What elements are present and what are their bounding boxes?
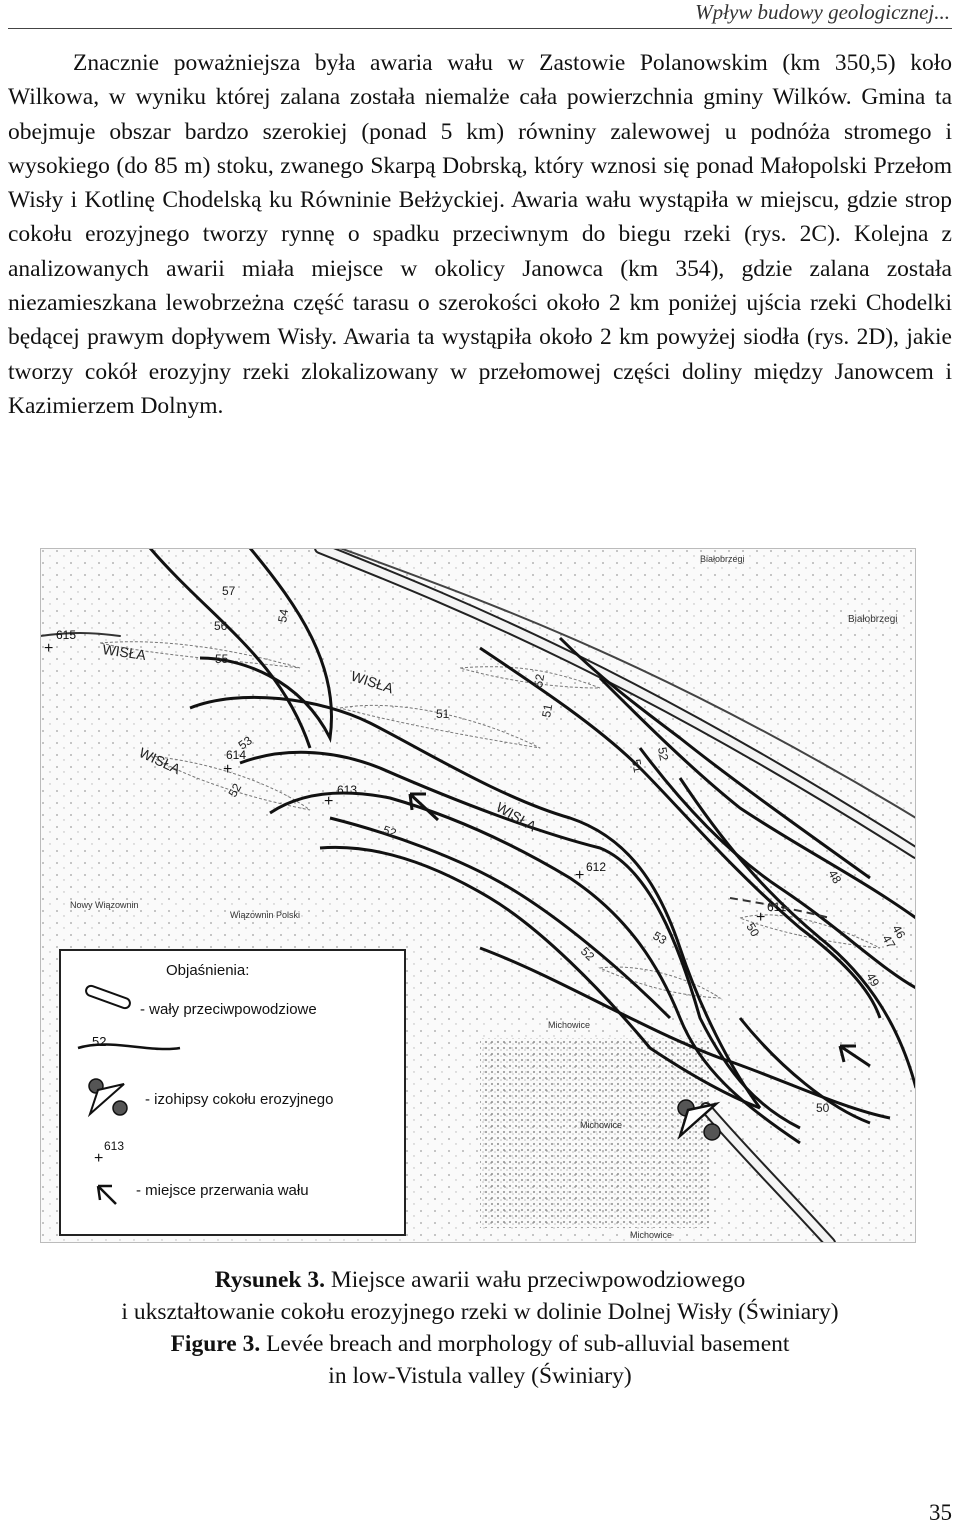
elevation-point: 613 bbox=[337, 783, 358, 797]
contour-label: 46 bbox=[889, 922, 909, 942]
contour-label: 52 bbox=[225, 780, 245, 800]
figure-caption bbox=[0, 1264, 960, 1392]
cross-icon: + bbox=[94, 1150, 104, 1167]
paragraph: Znacznie poważniejsza była awaria wału w Zastowie Polanowskim (km 350,5) koło Wilkowa, w wyniku której zalana została niemalże cała powierzchnia gminy Wilków. Gmina ta obejmuje obszar bardzo szerokiej (ponad 5 km) równiny zalewowej u podnóża stromego i wysokiego (do 85 m) stoku, zwanego Skarpą Dobrską, który wznosi się ponad Małopolski Przełom Wisły i Kotlinę Chodelską ku Równinie Bełżyckiej. Awaria wału wystąpiła w miejscu, gdzie strop cokołu erozyjnego tworzy rynnę o spadku przeciwnym do biegu rzeki (rys. 2C). Kolejna z analizowanych awarii miała miejsce w okolicy Janowca (km 354), gdzie zalana została niezamieszkana lewobrzeżna część tarasu o szerokości około 2 km poniżej ujścia rzeki Chodelki będącej prawym dopływem Wisły. Awaria ta wystąpiła około 2 km powyżej siodła (rys. 2D), jakie tworzy cokół erozyjny rzeki zlokalizowany w przełomowej części doliny między Janowcem i Kazimierzem Dolnym. bbox=[8, 50, 952, 419]
cross-icon: + bbox=[756, 909, 766, 926]
contour-label: 56 bbox=[214, 619, 228, 633]
contour-label: 52 bbox=[577, 944, 598, 964]
breach-circle-icon bbox=[113, 1101, 127, 1115]
river-label: WISŁA bbox=[493, 798, 540, 835]
figure-map bbox=[40, 548, 916, 1243]
river-label: WISŁA bbox=[101, 641, 147, 664]
legend-sample: 52 bbox=[92, 1034, 107, 1049]
caption-pl-label: Rysunek 3. bbox=[214, 1267, 325, 1293]
elevation-point: 612 bbox=[586, 860, 607, 874]
place-name: Białobrzegi bbox=[700, 554, 745, 564]
contour-label: 57 bbox=[222, 584, 236, 598]
contour-label: 51 bbox=[436, 707, 450, 721]
contour-label: 52 bbox=[531, 672, 548, 689]
contour-label: 53 bbox=[235, 733, 255, 753]
legend-sample: 613 bbox=[104, 1139, 125, 1153]
page-number: 35 bbox=[929, 1500, 952, 1525]
cross-icon: + bbox=[44, 640, 54, 657]
legend bbox=[60, 950, 405, 1235]
place-name: Nowy Wiązownin bbox=[70, 900, 139, 910]
contour-label: 47 bbox=[879, 932, 899, 952]
river-label: WISŁA bbox=[136, 744, 183, 778]
legend-title: Objaśnienia: bbox=[166, 962, 250, 979]
place-name: Wiązownin Polski bbox=[230, 910, 301, 920]
contour-label: 51 bbox=[629, 758, 646, 774]
place-name: Michowice bbox=[580, 1120, 623, 1130]
header-rule bbox=[8, 28, 952, 29]
place-name: Michowice bbox=[548, 1020, 591, 1030]
place-name: Michowice bbox=[630, 1230, 673, 1240]
contour-label: 53 bbox=[650, 928, 670, 948]
elevation-point: 615 bbox=[56, 628, 77, 642]
body-text bbox=[8, 46, 952, 423]
river-label: WISŁA bbox=[349, 667, 396, 697]
cross-icon: + bbox=[575, 867, 585, 884]
contour-label: 49 bbox=[863, 970, 883, 990]
caption-en-line1 bbox=[0, 1328, 960, 1360]
running-title: Wpływ budowy geologicznej... bbox=[695, 0, 950, 24]
elevation-point: 614 bbox=[226, 748, 247, 762]
running-header bbox=[0, 0, 960, 30]
caption-pl-line1 bbox=[0, 1264, 960, 1296]
topographic-map bbox=[40, 548, 916, 1243]
contour-label: 52 bbox=[380, 822, 399, 841]
village-area bbox=[480, 1038, 710, 1228]
legend-label: - miejsce przerwania wału bbox=[136, 1182, 309, 1199]
caption-en-line2: in low-Vistula valley (Świniary) bbox=[328, 1363, 632, 1389]
caption-pl-line2: i ukształtowanie cokołu erozyjnego rzeki w dolinie Dolnej Wisły (Świniary) bbox=[121, 1299, 839, 1325]
caption-en-label: Figure 3. bbox=[170, 1331, 261, 1357]
contour-label: 50 bbox=[816, 1101, 830, 1115]
contour-label: 48 bbox=[825, 867, 845, 887]
contour-label: 51 bbox=[539, 702, 556, 719]
legend-label: - wały przeciwpowodziowe bbox=[140, 1001, 317, 1018]
contour-label: 50 bbox=[743, 920, 763, 940]
caption-pl-text: Miejsce awarii wału przeciwpowodziowego bbox=[324, 1267, 746, 1293]
place-name: Białobrzegi bbox=[848, 614, 898, 625]
contour-label: 55 bbox=[215, 652, 229, 666]
legend-label: - izohipsy cokołu erozyjnego bbox=[145, 1091, 334, 1108]
contour-label: 52 bbox=[655, 746, 672, 762]
elevation-point: 611 bbox=[767, 900, 787, 914]
cross-icon: + bbox=[223, 761, 233, 778]
caption-en-text: Levée breach and morphology of sub-alluvial basement bbox=[260, 1331, 790, 1357]
cross-icon: + bbox=[324, 793, 334, 810]
contour-label: 54 bbox=[275, 607, 292, 624]
